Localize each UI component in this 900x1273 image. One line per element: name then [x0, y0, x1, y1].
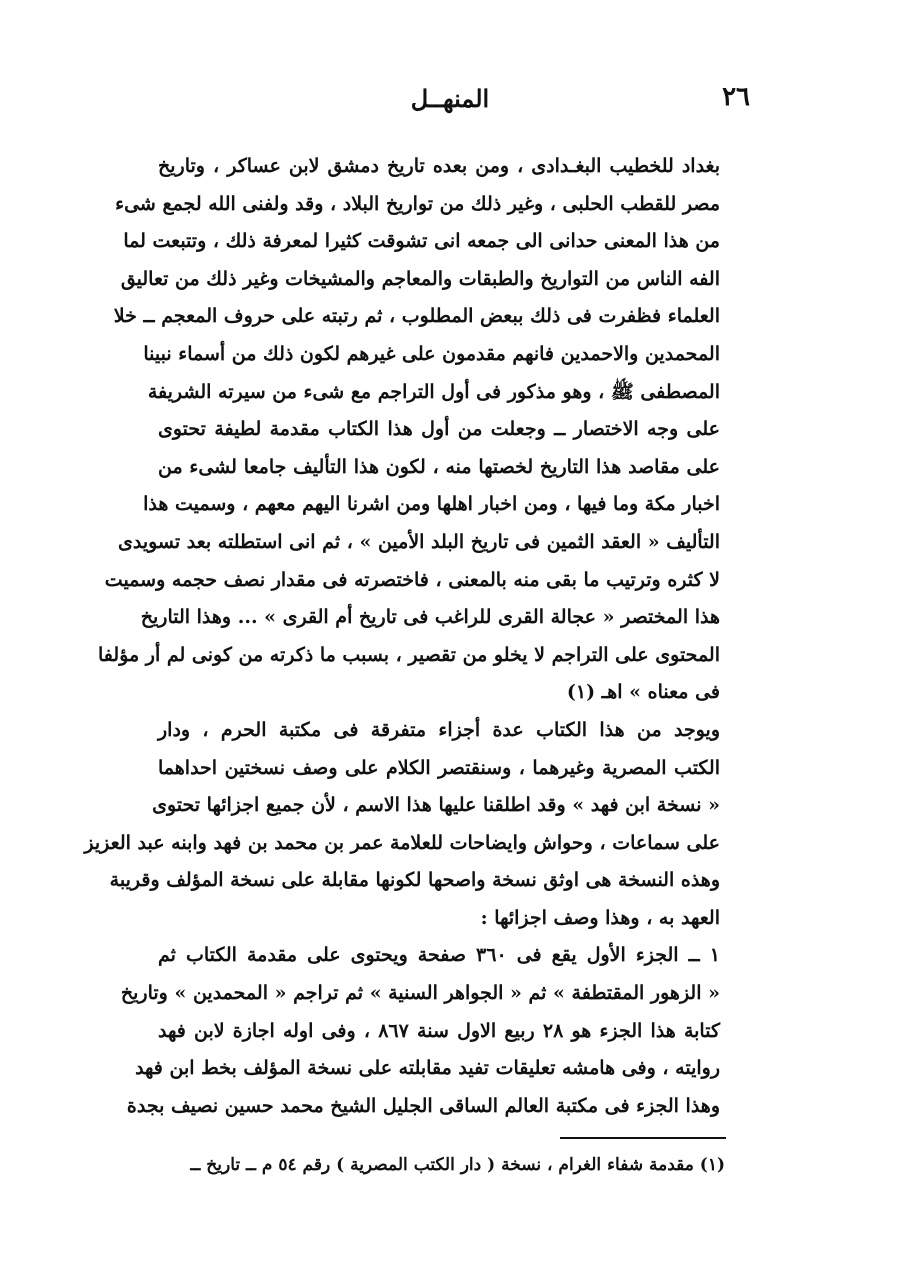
text-line: وهذا الجزء فى مكتبة العالم الساقى الجليل الشيخ محمد حسين نصيف بجدة — [126, 1094, 720, 1117]
text-line: الكتب المصرية وغيرهما ، وسنقتصر الكلام على وصف نسختين احداهما — [158, 756, 720, 779]
text-line: بغداد للخطيب البغـدادى ، ومن بعده تاريخ دمشق لابن عساكر ، وتاريخ — [158, 155, 720, 177]
page-number: ٢٦ — [722, 82, 750, 112]
text-line: على وجه الاختصار ــ وجعلت من أول هذا الكتاب مقدمة لطيفة تحتوى — [158, 418, 720, 441]
text-line: فى معناه » اهـ (١) — [566, 681, 720, 704]
text-line: ١ ــ الجزء الأول يقع فى ٣٦٠ صفحة ويحتوى على مقدمة الكتاب ثم — [158, 944, 720, 967]
body-text — [84, 148, 720, 1125]
footnote: (١) مقدمة شفاء الغرام ، نسخة ( دار الكتب المصرية ) رقم ٥٤ م ــ تاريخ ــ — [190, 1155, 725, 1175]
text-line: روايته ، وفى هامشه تعليقات تفيد مقابلته على نسخة المؤلف بخط ابن فهد — [135, 1057, 720, 1080]
text-line: من هذا المعنى حدانى الى جمعه انى تشوقت كثيرا لمعرفة ذلك ، وتتبعت لما — [123, 230, 720, 253]
running-title: المنهــل — [410, 84, 490, 113]
text-line: التأليف « العقد الثمين فى تاريخ البلد الأمين » ، ثم انى استطلته بعد تسويدى — [117, 530, 720, 553]
text-line: الفه الناس من التواريخ والطبقات والمعاجم والمشيخات وغير ذلك من تعاليق — [120, 267, 720, 290]
text-line: اخبار مكة وما فيها ، ومن اخبار اهلها ومن اشرنا اليهم معهم ، وسميت هذا — [143, 493, 720, 516]
text-line: وهذه النسخة هى اوثق نسخة واصحها لكونها مقابلة على نسخة المؤلف وقريبة — [109, 869, 720, 892]
text-line: العلماء فظفرت فى ذلك ببعض المطلوب ، ثم رتبته على حروف المعجم ــ خلا — [113, 305, 720, 328]
text-line: لا كثره وترتيب ما بقى منه بالمعنى ، فاختصرته فى مقدار نصف حجمه وسميت — [104, 568, 720, 591]
text-line: المصطفى ﷺ ، وهو مذكور فى أول التراجم مع شىء من سيرته الشريفة — [147, 380, 720, 403]
text-line: « نسخة ابن فهد » وقد اطلقنا عليها هذا الاسم ، لأن جميع اجزائها تحتوى — [152, 794, 720, 817]
text-line: العهد به ، وهذا وصف اجزائها : — [480, 906, 720, 929]
text-line: على مقاصد هذا التاريخ لخصتها منه ، لكون هذا التأليف جامعا لشىء من — [158, 455, 720, 478]
text-line: هذا المختصر « عجالة القرى للراغب فى تاريخ أم القرى » ... وهذا التاريخ — [140, 606, 720, 629]
text-line: مصر للقطب الحلبى ، وغير ذلك من تواريخ البلاد ، وقد ولفنى الله لجمع شىء — [115, 192, 720, 215]
text-line: « الزهور المقتطفة » ثم « الجواهر السنية » ثم تراجم « المحمدين » وتاريخ — [120, 982, 720, 1005]
text-line: ويوجد من هذا الكتاب عدة أجزاء متفرقة فى مكتبة الحرم ، ودار — [158, 718, 720, 741]
text-line: المحتوى على التراجم لا يخلو من تقصير ، بسبب ما ذكرته من كونى لم أر مؤلفا — [98, 643, 720, 666]
text-line: على سماعات ، وحواش وايضاحات للعلامة عمر بن محمد بن فهد وابنه عبد العزيز — [84, 831, 720, 854]
page-header — [150, 82, 750, 122]
text-line: المحمدين والاحمدين فانهم مقدمون على غيرهم لكون ذلك من أسماء نبينا — [143, 342, 720, 365]
footnote-divider — [560, 1137, 726, 1139]
text-line: كتابة هذا الجزء هو ٢٨ ربيع الاول سنة ٨٦٧ ، وفى اوله اجازة لابن فهد — [158, 1019, 720, 1042]
